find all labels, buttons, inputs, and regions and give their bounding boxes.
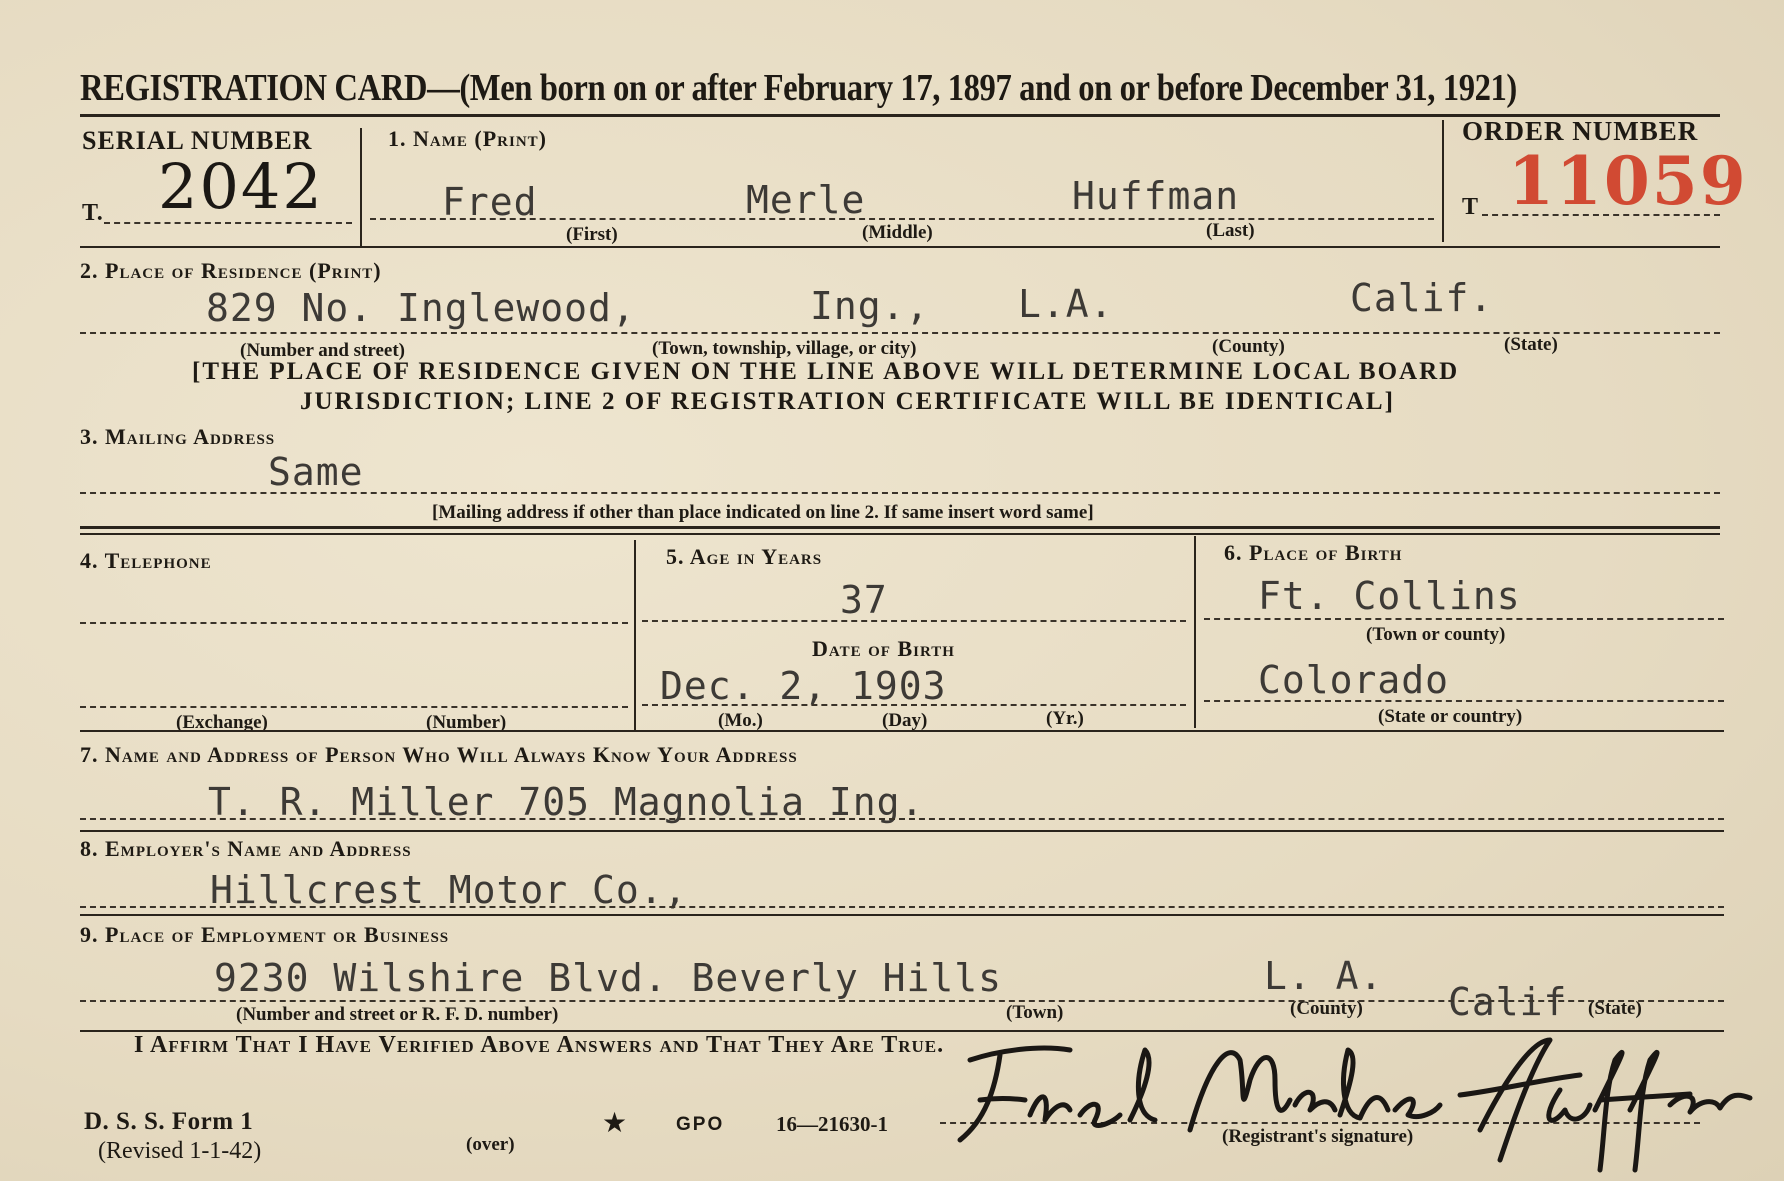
dob-line [642, 704, 1186, 706]
age-value: 37 [840, 578, 888, 622]
telephone-exchange-caption: (Exchange) [176, 712, 268, 733]
residence-line [80, 332, 1720, 334]
serial-line [104, 222, 352, 224]
serial-divider [360, 128, 362, 246]
residence-state-caption: (State) [1504, 334, 1558, 355]
print-code: 16—21630-1 [776, 1112, 888, 1136]
dob-mo-caption: (Mo.) [718, 710, 763, 731]
mailing-line [80, 492, 1720, 494]
name-last-caption: (Last) [1206, 220, 1255, 241]
age-label: 5. Age in Years [666, 544, 823, 569]
form-revised: (Revised 1-1-42) [98, 1138, 262, 1164]
telephone-line1 [80, 622, 628, 624]
col-divider-1 [634, 540, 636, 732]
mailing-rule-a [80, 526, 1720, 529]
dob-label: Date of Birth [812, 636, 955, 661]
employment-county-caption: (County) [1290, 998, 1363, 1019]
affirm-text: I Affirm That I Have Verified Above Answers and That They Are True. [134, 1032, 945, 1058]
dob-day-caption: (Day) [882, 710, 928, 731]
residence-notice-line1: [THE PLACE OF RESIDENCE GIVEN ON THE LINE ABOVE WILL DETERMINE LOCAL BOARD [192, 358, 1460, 385]
registrant-signature [940, 1020, 1760, 1180]
birthplace-state-line [1204, 700, 1724, 702]
birthplace-state: Colorado [1258, 658, 1450, 702]
residence-state: Calif. [1350, 276, 1494, 320]
order-line [1482, 214, 1720, 216]
birthplace-label: 6. Place of Birth [1224, 540, 1403, 565]
employment-state-caption: (State) [1588, 998, 1642, 1019]
residence-notice-line2: JURISDICTION; LINE 2 OF REGISTRATION CERTIFICATE WILL BE IDENTICAL] [300, 388, 1395, 415]
name-first: Fred [442, 180, 538, 224]
mailing-value: Same [268, 450, 364, 494]
birthplace-town-caption: (Town or county) [1366, 624, 1506, 645]
telephone-line2 [80, 706, 628, 708]
employer-line [80, 906, 1724, 908]
residence-label: 2. Place of Residence (Print) [80, 258, 382, 283]
serial-label: SERIAL NUMBER [82, 126, 313, 155]
row7-rule [80, 830, 1724, 832]
employment-label: 9. Place of Employment or Business [80, 922, 450, 947]
residence-county: L.A. [1018, 282, 1114, 326]
employer-label: 8. Employer's Name and Address [80, 836, 412, 861]
name-first-caption: (First) [566, 224, 618, 245]
employment-state: Calif [1448, 980, 1568, 1024]
col-divider-2 [1194, 536, 1196, 728]
serial-prefix: T. [82, 200, 104, 226]
residence-street-caption: (Number and street) [240, 340, 405, 361]
signature-caption: (Registrant's signature) [1222, 1126, 1414, 1147]
order-number: 11059 [1508, 142, 1748, 220]
mailing-rule-b [80, 533, 1720, 535]
birthplace-town: Ft. Collins [1258, 574, 1521, 618]
order-divider [1442, 120, 1444, 242]
residence-street: 829 No. Inglewood, [206, 286, 636, 330]
employment-line [80, 1000, 1724, 1002]
mailing-label: 3. Mailing Address [80, 424, 276, 449]
contact-line [80, 818, 1724, 820]
birthplace-state-caption: (State or country) [1378, 706, 1523, 727]
row8-rule [80, 914, 1724, 916]
birthplace-town-line [1204, 618, 1724, 620]
mailing-caption: [Mailing address if other than place indicated on line 2. If same insert word same] [432, 502, 1094, 523]
contact-label: 7. Name and Address of Person Who Will Always Know Your Address [80, 742, 798, 767]
gpo-mark: GPO [676, 1114, 725, 1135]
dob-yr-caption: (Yr.) [1046, 708, 1084, 729]
name-middle: Merle [746, 178, 866, 222]
employer-value: Hillcrest Motor Co., [210, 868, 688, 912]
row1-rule [80, 246, 1720, 248]
name-last: Huffman [1072, 174, 1240, 218]
name-line [370, 218, 1434, 220]
employment-street: 9230 Wilshire Blvd. Beverly Hills [214, 956, 1002, 1000]
name-middle-caption: (Middle) [862, 222, 933, 243]
row4-rule [80, 730, 1724, 732]
residence-town: Ing., [810, 284, 930, 328]
card-title: REGISTRATION CARD—(Men born on or after February 17, 1897 and on or before December 31, 1921) [80, 67, 1517, 109]
over-note: (over) [466, 1134, 515, 1155]
dob-value: Dec. 2, 1903 [660, 664, 947, 708]
order-label: ORDER NUMBER [1462, 116, 1699, 146]
contact-value: T. R. Miller 705 Magnolia Ing. [208, 780, 925, 824]
order-prefix: T [1462, 194, 1479, 220]
employment-street-caption: (Number and street or R. F. D. number) [236, 1004, 559, 1025]
telephone-label: 4. Telephone [80, 548, 212, 573]
employment-county: L. A. [1264, 954, 1384, 998]
name-label: 1. Name (Print) [388, 126, 547, 151]
employment-town-caption: (Town) [1006, 1002, 1064, 1023]
star-icon: ★ [602, 1106, 628, 1139]
age-line [642, 620, 1186, 622]
residence-county-caption: (County) [1212, 336, 1285, 357]
form-name: D. S. S. Form 1 [84, 1108, 254, 1135]
telephone-number-caption: (Number) [426, 712, 507, 733]
serial-number: 2042 [158, 150, 324, 223]
residence-town-caption: (Town, township, village, or city) [652, 338, 917, 359]
